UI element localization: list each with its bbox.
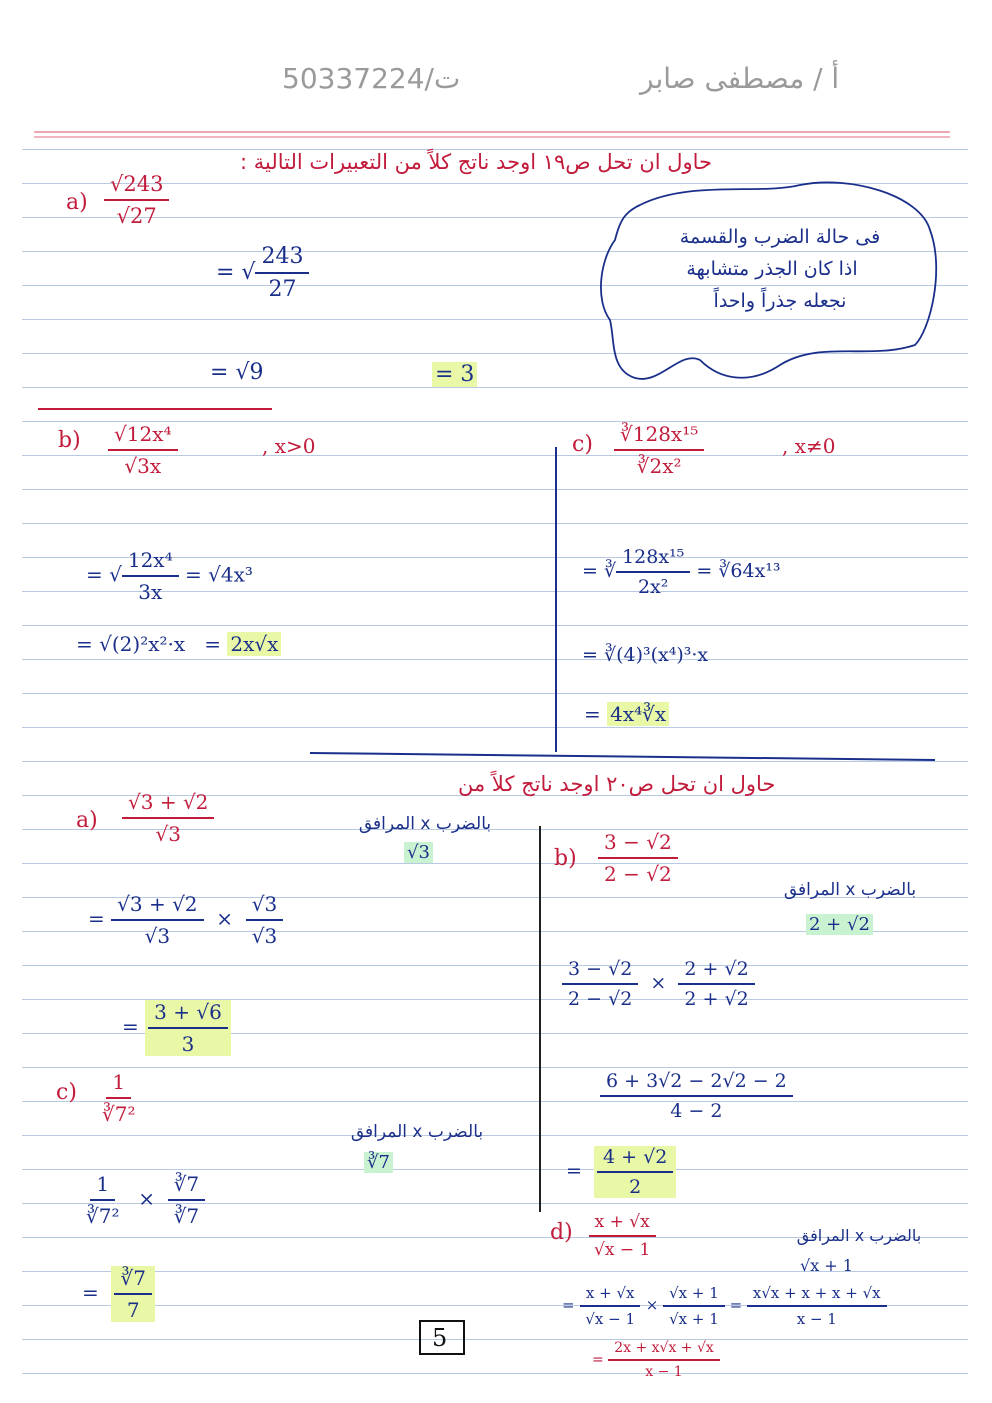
q2b-s1-rnum: 2 + √2 bbox=[678, 958, 754, 985]
q1b-condition: , x>0 bbox=[262, 434, 316, 458]
q2a-s1-num: √3 + √2 bbox=[111, 892, 203, 921]
q1c-step1: = ∛ $\frac{\text{128x¹⁵}}{\text{2x²}}$ = ∛64x¹³ bbox=[582, 546, 781, 598]
q2b-ans-num: 4 + √2 bbox=[597, 1146, 673, 1173]
q2c-s1-rden: ∛7 bbox=[173, 1204, 200, 1228]
q2b-s1-num: 3 − √2 bbox=[562, 958, 638, 985]
q2b-s1-den: 2 − √2 bbox=[568, 988, 633, 1010]
q1c-label: c) bbox=[572, 432, 593, 457]
q2c-den: ∛7² bbox=[102, 1102, 136, 1126]
q2b-num: 3 − √2 bbox=[598, 830, 678, 859]
q1b-s1-result: √4x³ bbox=[208, 562, 253, 587]
q2d-s2-den: x − 1 bbox=[645, 1364, 683, 1380]
q2b-s2-den: 4 − 2 bbox=[670, 1100, 723, 1122]
q2c-ans-num: ∛7 bbox=[114, 1266, 151, 1295]
note-line-2: اذا كان الجذر متشابهة bbox=[686, 258, 858, 280]
q1c-den: ∛2x² bbox=[636, 454, 682, 478]
q1a-step2: = √9 bbox=[210, 360, 264, 385]
q2b-ans-den: 2 bbox=[629, 1176, 642, 1198]
q2d-s1-rnum: √x + 1 bbox=[663, 1284, 725, 1307]
q1b-answer: 2x√x bbox=[227, 632, 281, 656]
q2c-ans-den: 7 bbox=[126, 1298, 140, 1322]
q2b-label: b) bbox=[554, 846, 577, 871]
q1b-num: √12x⁴ bbox=[108, 422, 178, 451]
section1-title: حاول ان تحل ص١٩ اوجد ناتج كلاً من التعبيرات التالية : bbox=[240, 150, 713, 174]
q2a-ans-den: 3 bbox=[181, 1032, 195, 1056]
q2b-den: 2 − √2 bbox=[604, 862, 672, 886]
note-line-3: نجعله جذراً واحداً bbox=[713, 290, 847, 312]
q2c-step1: $\frac{1}{\text{∛7²}}$ × $\frac{∛7}{∛7}$ bbox=[80, 1172, 205, 1228]
q2a-s1-den: √3 bbox=[144, 924, 171, 948]
q2b-mult-label: بالضرب x المرافق bbox=[783, 880, 917, 900]
q1a-answer-value: = 3 bbox=[432, 362, 477, 387]
q1b-s2: √(2)²x²·x bbox=[99, 632, 186, 656]
q1a-expression bbox=[104, 172, 169, 228]
q2c-answer: = $\frac{∛7}{7}$ bbox=[82, 1266, 155, 1322]
note-cloud bbox=[601, 182, 936, 379]
q2a-answer: = $\frac{3 + √6}{3}$ bbox=[122, 1000, 231, 1056]
q2b-step1: $\frac{3 - √2}{2 - √2}$ × $\frac{2 + √2}{2 + √2}$ bbox=[562, 958, 755, 1010]
q1c-answer: = 4x⁴∛x bbox=[584, 702, 669, 726]
q1a-s2: √9 bbox=[235, 360, 264, 385]
q2c-conj bbox=[364, 1152, 393, 1173]
q2a-den: √3 bbox=[155, 822, 181, 846]
page-number: 5 bbox=[432, 1324, 448, 1352]
q2c-conj-value: ∛7 bbox=[364, 1152, 393, 1173]
q2a-ans-num: 3 + √6 bbox=[148, 1000, 228, 1029]
note-line-1: فى حالة الضرب والقسمة bbox=[679, 226, 881, 248]
q2d-s1-res-num: x√x + x + x + √x bbox=[747, 1284, 887, 1307]
q1c-condition: , x≠0 bbox=[782, 434, 836, 458]
q2d-s1-rden: √x + 1 bbox=[669, 1310, 719, 1328]
q1c-s1-den: 2x² bbox=[637, 576, 669, 598]
section2-title: حاول ان تحل ص٢٠ اوجد ناتج كلاً من bbox=[458, 772, 776, 796]
q2a-expression bbox=[122, 790, 214, 846]
q2b-conj-value: 2 + √2 bbox=[806, 914, 873, 935]
q2a-num: √3 + √2 bbox=[122, 790, 214, 819]
q2a-s1-rnum: √3 bbox=[246, 892, 283, 921]
q2a-s1-rden: √3 bbox=[251, 924, 278, 948]
q1c-s1-result: ∛64x¹³ bbox=[718, 560, 781, 582]
q1a-step1: = √ $\frac{243}{27}$ bbox=[216, 244, 309, 302]
q1c-s2: ∛(4)³(x⁴)³·x bbox=[603, 644, 709, 666]
q2b-step2 bbox=[600, 1070, 793, 1122]
q2c-mult-label: بالضرب x المرافق bbox=[350, 1122, 484, 1142]
q1c-step2: = ∛(4)³(x⁴)³·x bbox=[582, 644, 709, 666]
q1a-answer bbox=[432, 362, 477, 387]
q1b-label: b) bbox=[58, 428, 81, 453]
q2d-s1-num: x + √x bbox=[580, 1284, 641, 1307]
q2d-mult-label: بالضرب x المرافق bbox=[796, 1226, 922, 1245]
q2c-s1-num: 1 bbox=[90, 1172, 115, 1201]
q1c-s1-num: 128x¹⁵ bbox=[616, 546, 690, 573]
q1b-step2: = √(2)²x²·x = 2x√x bbox=[76, 632, 281, 656]
q2d-s2-num: 2x + x√x + √x bbox=[608, 1340, 720, 1361]
q2d-den: √x − 1 bbox=[594, 1240, 651, 1260]
q2c-expression bbox=[96, 1070, 142, 1126]
q2b-answer: = $\frac{4 + √2}{2}$ bbox=[566, 1146, 676, 1198]
q1a-den: √27 bbox=[116, 204, 157, 228]
q2c-label: c) bbox=[56, 1080, 77, 1105]
q2d-step2: = $\frac{2x + x√x + √x}{x - 1}$ bbox=[592, 1340, 720, 1380]
q1c-answer-value: 4x⁴∛x bbox=[607, 702, 669, 726]
q2d-conj: √x + 1 bbox=[800, 1256, 853, 1275]
q2a-label: a) bbox=[76, 808, 98, 833]
divider-section2 bbox=[310, 753, 935, 760]
q2c-num: 1 bbox=[106, 1070, 131, 1099]
header-phone: ت/50337224 bbox=[282, 62, 461, 95]
q2a-conj bbox=[404, 842, 433, 863]
q2d-s1-den: √x − 1 bbox=[585, 1310, 636, 1328]
q2d-step1: = $\frac{x + √x}{√x - 1}$ × $\frac{√x + 1}{√x + 1}$ = $\frac{x√x + x + x + √x}{x - 1}$ bbox=[562, 1284, 887, 1328]
q2b-s1-rden: 2 + √2 bbox=[684, 988, 749, 1010]
q1c-expression bbox=[614, 422, 704, 478]
q2d-expression bbox=[588, 1212, 656, 1260]
q1a-num: √243 bbox=[104, 172, 169, 201]
q1c-num: ∛128x¹⁵ bbox=[614, 422, 704, 451]
q1b-s1-den: 3x bbox=[138, 580, 163, 604]
q2b-s2-num: 6 + 3√2 − 2√2 − 2 bbox=[600, 1070, 793, 1097]
q1b-expression bbox=[108, 422, 178, 478]
q2c-s1-den: ∛7² bbox=[86, 1204, 120, 1228]
q2a-mult-label: بالضرب x المرافق bbox=[358, 814, 492, 834]
q2b-expression bbox=[598, 830, 678, 886]
q2d-num: x + √x bbox=[589, 1212, 656, 1237]
q2a-step1: = $\frac{√3 + √2}{√3}$ × $\frac{√3}{√3}$ bbox=[88, 892, 283, 948]
q1b-step1: = √ $\frac{\text{12x⁴}}{3x}$ = √4x³ bbox=[86, 548, 253, 604]
q1b-den: √3x bbox=[124, 454, 162, 478]
header-teacher: أ / مصطفى صابر bbox=[640, 62, 840, 95]
q1a-label: a) bbox=[66, 190, 88, 215]
q1a-s1-num: 243 bbox=[255, 244, 309, 274]
q2b-conj bbox=[806, 914, 873, 935]
q1a-s1-den: 27 bbox=[268, 277, 297, 302]
q1b-s1-num: 12x⁴ bbox=[122, 548, 179, 577]
q2d-s1-res-den: x − 1 bbox=[796, 1310, 837, 1328]
q2c-s1-rnum: ∛7 bbox=[168, 1172, 205, 1201]
q2a-conj-value: √3 bbox=[404, 842, 433, 863]
q2d-label: d) bbox=[550, 1220, 573, 1245]
